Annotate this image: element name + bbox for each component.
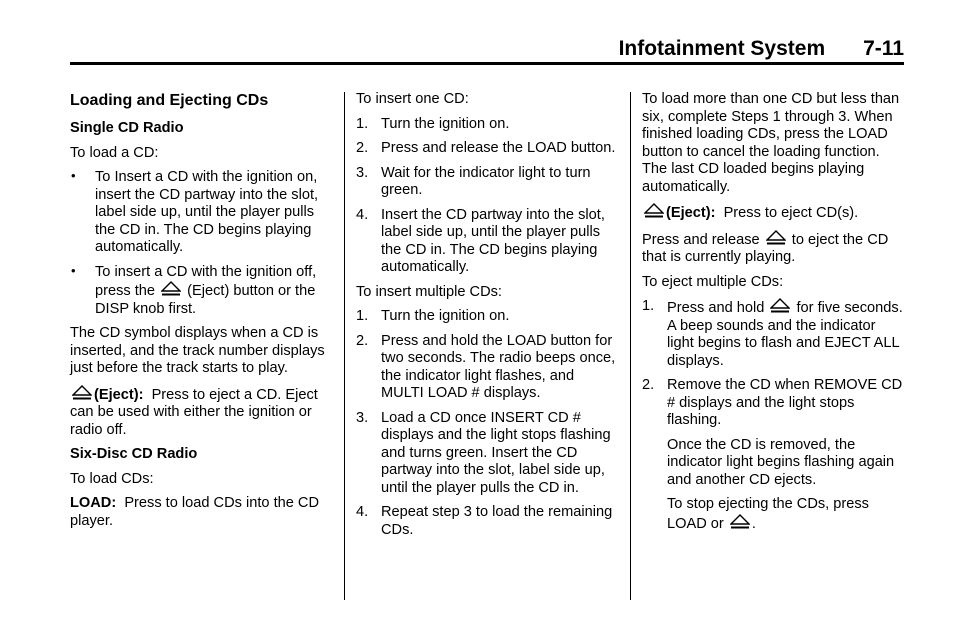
bullet-list [70, 169, 332, 318]
subheading-single-cd: Single CD Radio [70, 120, 184, 136]
eject-definition: (Eject): Press to eject CD(s). [642, 203, 904, 223]
section-heading: Loading and Ejecting CDs [70, 92, 269, 109]
load-definition: LOAD: Press to load CDs into the CD player. [70, 495, 319, 529]
paragraph: Once the CD is removed, the indicator light begins flashing again and another CD ejects. [667, 436, 895, 488]
paragraph: To eject multiple CDs: [642, 273, 784, 290]
column-2 [356, 91, 618, 546]
list-item: 3. Wait for the indicator light to turn green. [356, 164, 591, 198]
numbered-list-eject [642, 298, 904, 430]
eject-definition: (Eject): Press to eject a CD. Eject can be used with either the ignition or radio off. [70, 386, 318, 438]
paragraph: To load more than one CD but less than six, complete Steps 1 through 3. When finished loading CDs, press the LOAD button to cancel the loading function. The last CD loaded begins playing automatically. [642, 91, 900, 195]
list-item: 4. Insert the CD partway into the slot, label side up, until the player pulls the CD in. The CD begins playing automatically. [356, 206, 605, 275]
list-item: 2. Press and release the LOAD button. [356, 140, 616, 156]
bullet-icon: • [71, 262, 76, 278]
paragraph: To load a CD: [70, 144, 159, 161]
eject-icon [161, 281, 181, 297]
header-rule [70, 62, 904, 65]
page-header [619, 37, 904, 61]
section-title: Infotainment System [618, 37, 826, 60]
paragraph: To load CDs: [70, 470, 154, 487]
page-number: 7-11 [863, 37, 904, 60]
list-item: • To insert a CD with the ignition off, press the (Eject) button or the DISP knob first. [71, 262, 317, 317]
list-item: • To Insert a CD with the ignition on, insert the CD partway into the slot, label side up, until the player pulls the CD in. The CD begins playing automatically. [71, 168, 319, 255]
eject-icon [72, 385, 92, 401]
eject-icon [644, 203, 664, 219]
list-item: 3. Load a CD once INSERT CD # displays and the light stops flashing and turns green. Insert the CD partway into the slot, label side up, until the player pulls the CD in. [356, 409, 611, 496]
column-3 [642, 91, 904, 540]
column-1 [70, 91, 332, 537]
eject-icon [766, 230, 786, 246]
paragraph: To stop ejecting the CDs, press LOAD or . [667, 496, 869, 532]
subheading-six-disc: Six-Disc CD Radio [70, 446, 198, 462]
numbered-list-one [356, 116, 618, 277]
list-item: 2. Press and hold the LOAD button for two seconds. The radio beeps once, the indicator light flashes, and MULTI LOAD # displays. [356, 332, 616, 401]
list-item: 1. Press and hold for five seconds. A beep sounds and the indicator light begins to flash and EJECT ALL displays. [642, 298, 903, 369]
numbered-list-multi [356, 308, 618, 539]
list-item: 1. Turn the ignition on. [356, 115, 510, 132]
eject-icon [730, 514, 750, 530]
paragraph: To insert one CD: [356, 91, 469, 107]
paragraph: The CD symbol displays when a CD is inserted, and the track number displays just before the track starts to play. [70, 325, 325, 376]
bullet-icon: • [71, 168, 76, 183]
column-divider-2 [630, 92, 631, 600]
list-item: 2. Remove the CD when REMOVE CD # displays and the light stops flashing. [642, 377, 903, 428]
paragraph: To insert multiple CDs: [356, 283, 502, 300]
eject-icon [770, 298, 790, 314]
list-item: 4. Repeat step 3 to load the remaining CDs. [356, 504, 613, 538]
column-divider-1 [344, 92, 345, 600]
paragraph: Press and release to eject the CD that is currently playing. [642, 231, 889, 265]
list-item: 1. Turn the ignition on. [356, 308, 510, 324]
